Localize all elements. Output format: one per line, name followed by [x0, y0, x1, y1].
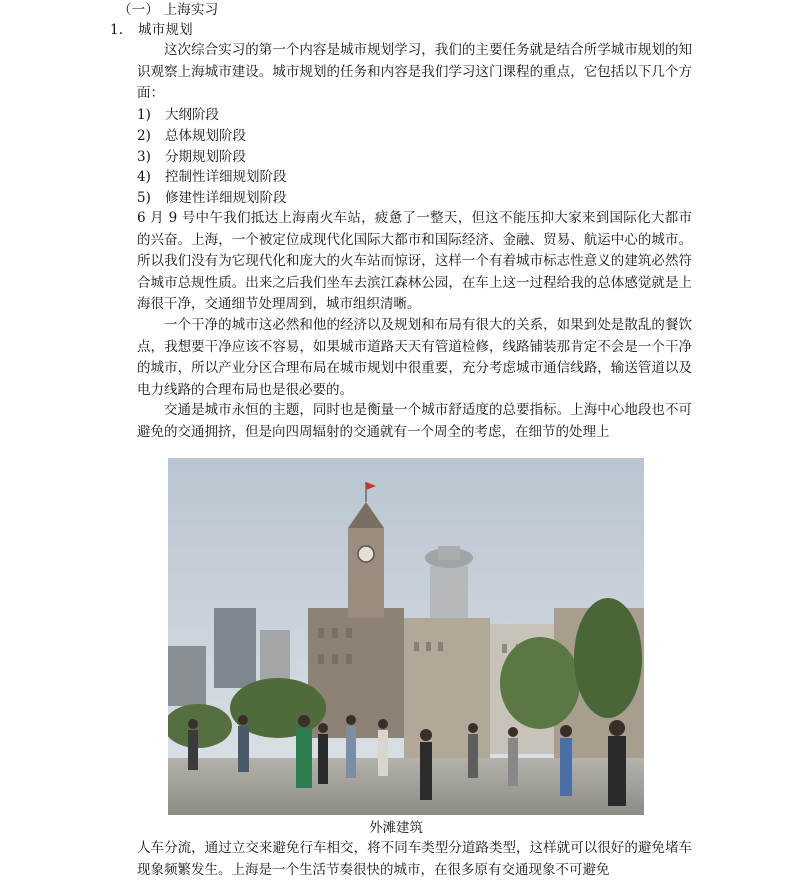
heading-1 [110, 20, 193, 41]
stage-list [137, 105, 287, 209]
paragraph-arrival: 6 月 9 号中午我们抵达上海南火车站，疲惫了一整天，但这不能压抑大家来到国际化大都市的兴奋。上海，一个被定位成现代化国际大都市和国际经济、金融、贸易、航运中心的城市。所以我们没有为它现代化和庞大的火车站而惊讶，这样一个有着城市标志性意义的建筑必然符合城市总规性质。出来之后我们坐车去滨江森林公园，在车上这一过程给我的总体感觉就是上海很干净，交通细节处理周到，城市组织清晰。 [137, 210, 692, 313]
paragraph-traffic: 交通是城市永恒的主题，同时也是衡量一个城市舒适度的总要指标。上海中心地段也不可避免的交通拥挤，但是向四周辐射的交通就有一个周全的考虑，在细节的处理上 [137, 402, 692, 440]
paragraph-clean-city: 一个干净的城市这必然和他的经济以及规划和布局有很大的关系，如果到处是散乱的餐饮点，我想要干净应该不容易，如果城市道路天天有管道检修，线路铺装那肯定不会是一个干净的城市，所以产业分区合理布局在城市规划中很重要，充分考虑城市通信线路，输送管道以及电力线路的合理布局也是很必要的。 [137, 317, 692, 398]
photo-bund-buildings-icon [168, 458, 644, 815]
paragraph-pedestrian: 人车分流，通过立交来避免行车相交，将不同车类型分道路类型，这样就可以很好的避免堵车现象频繁发生。上海是一个生活节奏很快的城市，在很多原有交通现象不可避免 [137, 840, 692, 878]
figure-caption: 外滩建筑 [369, 820, 423, 836]
heading-1-title: 城市规划 [138, 22, 193, 38]
section-heading: （一） 上海实习 [118, 2, 219, 18]
list-item: 5) 修建性详细规划阶段 [137, 190, 287, 207]
bund-photo [168, 458, 644, 815]
list-item: 4) 控制性详细规划阶段 [137, 169, 287, 186]
intro-paragraph: 这次综合实习的第一个内容是城市规划学习，我们的主要任务就是结合所学城市规划的知识观察上海城市建设。城市规划的任务和内容是我们学习这门课程的重点，它包括以下几个方面： [137, 42, 692, 102]
list-item: 2) 总体规划阶段 [137, 127, 246, 144]
list-item: 1) 大纲阶段 [137, 107, 219, 123]
heading-1-number: 1. [110, 22, 124, 38]
list-item: 3) 分期规划阶段 [137, 148, 246, 165]
